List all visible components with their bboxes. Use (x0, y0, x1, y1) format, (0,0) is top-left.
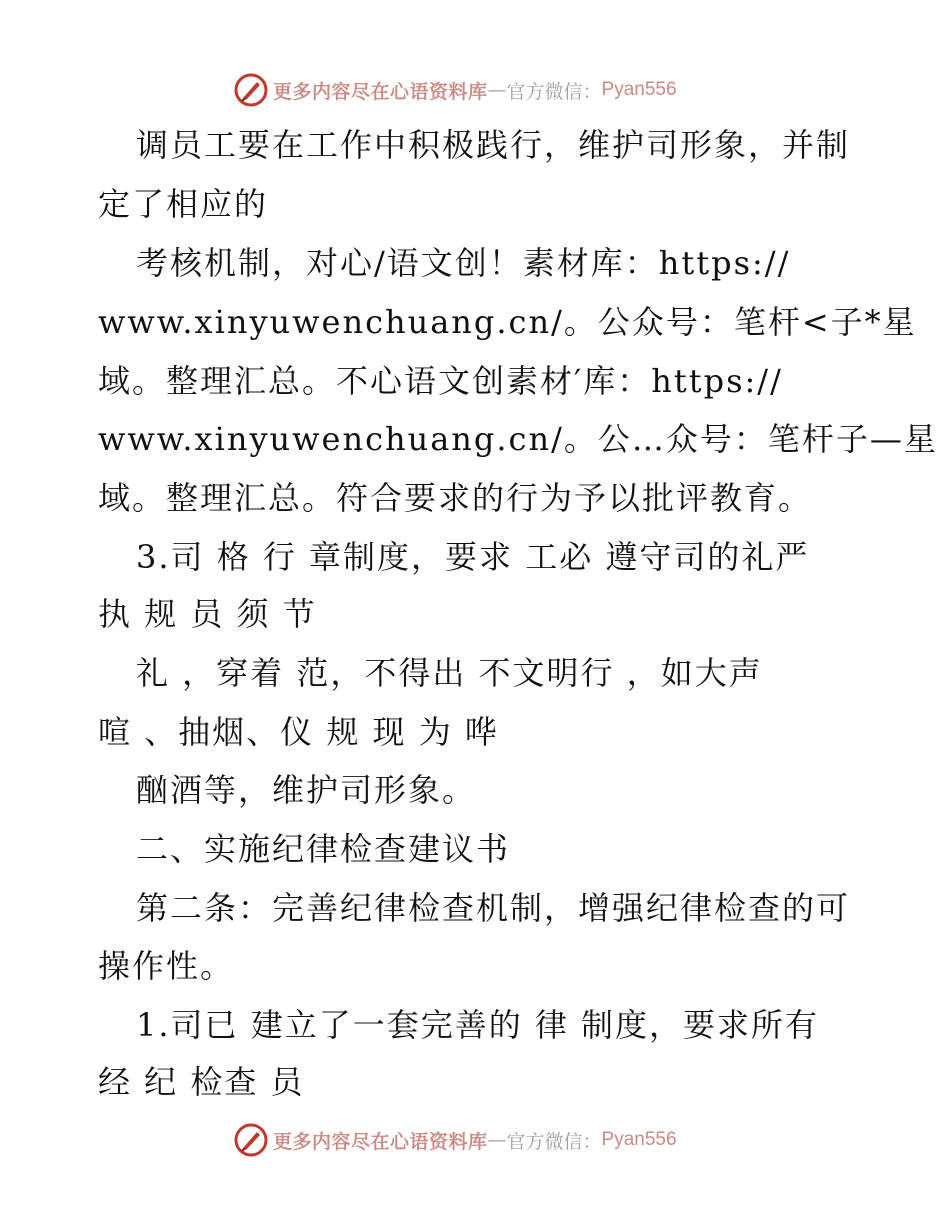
footer-text: 更多内容尽在心语资料库 (273, 1130, 488, 1153)
body-line: www.xinyuwenchuang.cn/。公…众号：笔杆子—星 (98, 420, 938, 458)
body-line: 考核机制，对心/语文创！素材库：https:// (136, 244, 791, 282)
footer-banner (233, 1120, 733, 1160)
body-line: 1.司已 建立了一套完善的 律 制度，要求所有 (136, 1006, 820, 1044)
header-text: 更多内容尽在心语资料库 (273, 80, 488, 103)
header-wechat-label: 官方微信： (506, 80, 602, 103)
body-line: 第二条：完善纪律检查机制，增强纪律检查的可 (136, 889, 851, 927)
body-line: 礼 ，穿着 范，不得出 不文明行 ，如大声 (136, 654, 763, 692)
body-line: 酗酒等，维护司形象。 (136, 771, 477, 809)
body-line: 经 纪 检查 员 (98, 1063, 305, 1101)
quill-logo-icon (233, 72, 269, 108)
body-line: 执 规 员 须 节 (98, 595, 317, 633)
body-line: 域。整理汇总。不心语文创素材′库：https:// (98, 362, 783, 400)
body-line: 喧 、抽烟、仪 规 现 为 哗 (98, 713, 499, 751)
section-heading: 二、实施纪律检查建议书 (136, 830, 511, 868)
footer-separator: — (487, 1129, 507, 1151)
body-line: 操作性。 (98, 947, 235, 985)
header-banner (233, 70, 733, 110)
body-line: 定了相应的 (98, 185, 269, 223)
body-line: 3.司 格 行 章制度，要求 工必 遵守司的礼严 (136, 538, 810, 576)
body-line: 调员工要在工作中积极践行，维护司形象，并制 (136, 126, 851, 164)
header-separator: — (487, 79, 507, 101)
header-wechat-id: Pyan556 (601, 79, 677, 100)
body-line: www.xinyuwenchuang.cn/。公众号：笔杆<子*星 (98, 303, 917, 341)
quill-logo-icon (233, 1122, 269, 1158)
body-line: 域。整理汇总。符合要求的行为予以批评教育。 (98, 479, 813, 517)
footer-wechat-id: Pyan556 (601, 1129, 677, 1150)
footer-wechat-label: 官方微信： (506, 1130, 602, 1153)
